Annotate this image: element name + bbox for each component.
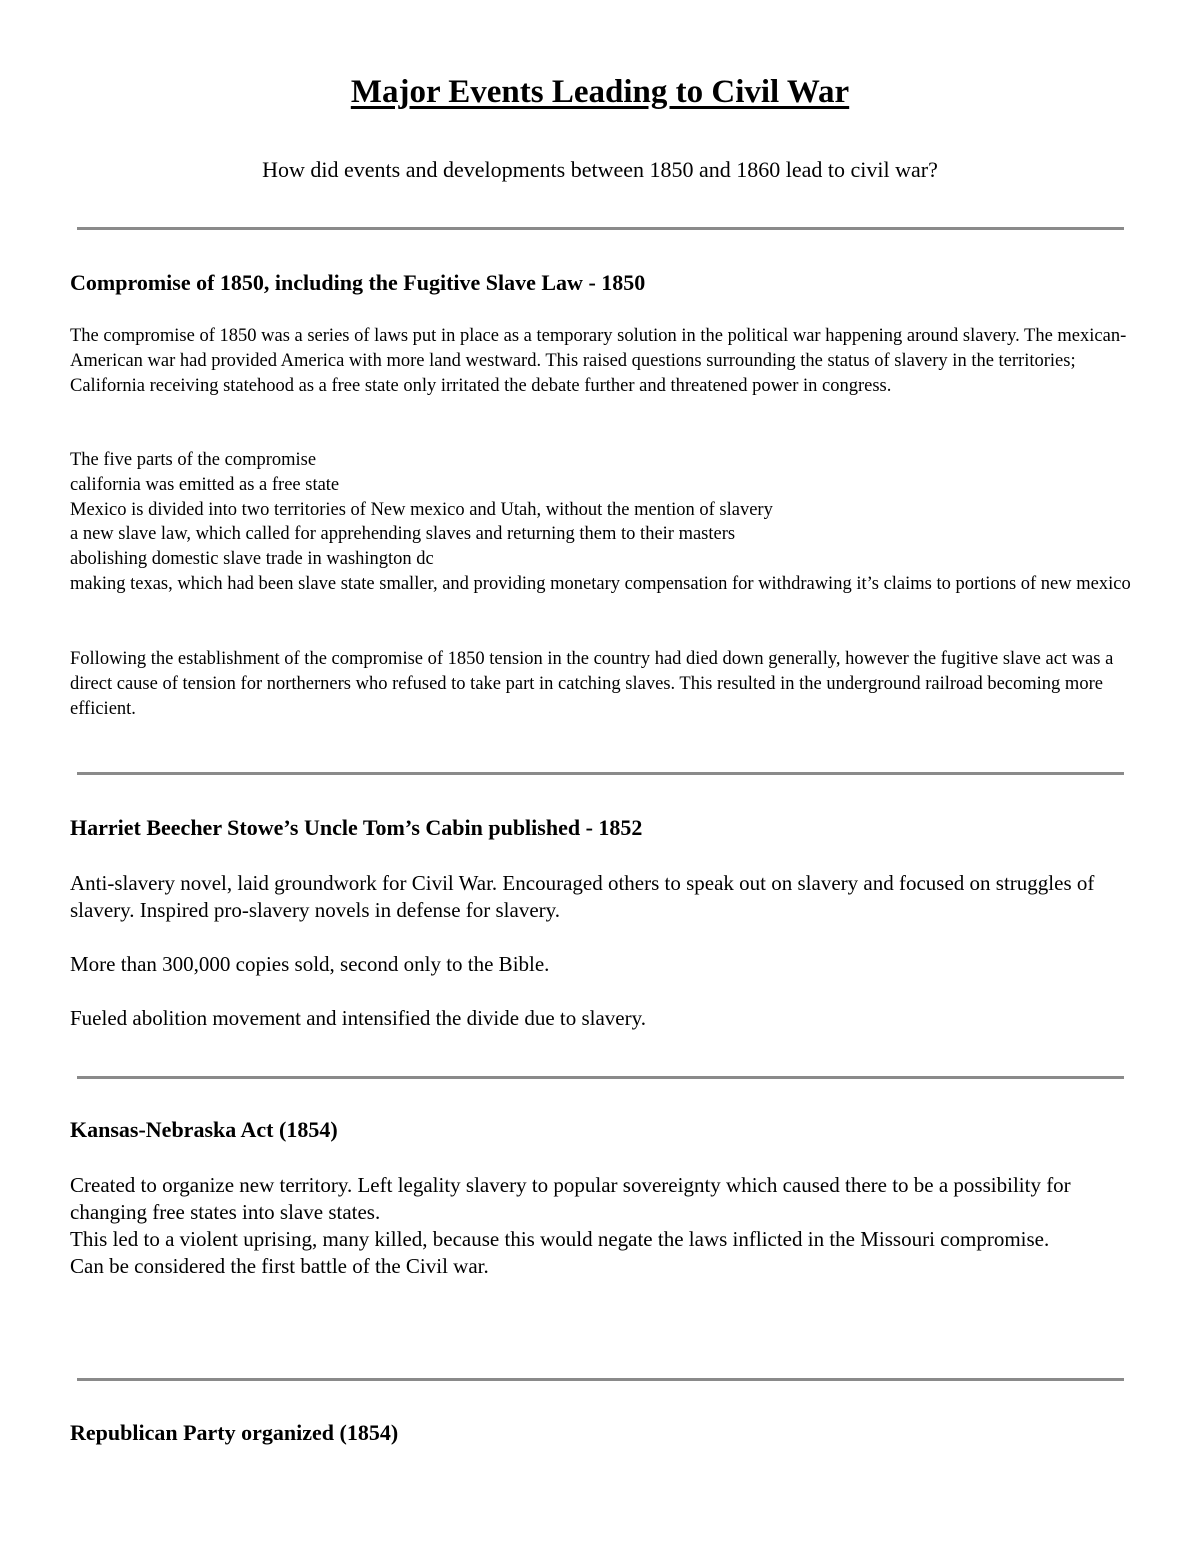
list-item: california was emitted as a free state	[70, 474, 340, 495]
section-divider	[77, 227, 1124, 230]
list-item: making texas, which had been slave state smaller, and providing monetary compensation for withdrawing it’s claims to portions of new mexico	[70, 573, 1131, 594]
section-heading-republican-party: Republican Party organized (1854)	[70, 1420, 399, 1445]
compromise-conclusion-paragraph: Following the establishment of the compromise of 1850 tension in the country had died down generally, however the fugitive slave act was a direct cause of tension for northerners who refused to take part in catching slaves. This resulted in the underground railroad becoming more efficient.	[70, 649, 1114, 719]
compromise-parts-list	[70, 448, 1140, 597]
kansas-nebraska-line: Can be considered the first battle of the Civil war.	[70, 1254, 489, 1278]
list-item: Mexico is divided into two territories of New mexico and Utah, without the mention of slavery	[70, 499, 773, 520]
uncle-toms-cabin-paragraph: More than 300,000 copies sold, second only to the Bible.	[70, 952, 550, 976]
kansas-nebraska-line: This led to a violent uprising, many killed, because this would negate the laws inflicted in the Missouri compromise.	[70, 1227, 1050, 1251]
section-heading-uncle-toms-cabin: Harriet Beecher Stowe’s Uncle Tom’s Cabin published - 1852	[70, 815, 643, 840]
list-item: abolishing domestic slave trade in washington dc	[70, 549, 434, 570]
kansas-nebraska-paragraph	[70, 1172, 1140, 1280]
compromise-intro-paragraph: The compromise of 1850 was a series of laws put in place as a temporary solution in the political war happening around slavery. The mexican-American war had provided America with more land westward. This raised questions surrounding the status of slavery in the territories; California receiving statehood as a free state only irritated the debate further and threatened power in congress.	[70, 326, 1127, 396]
uncle-toms-cabin-paragraph: Anti-slavery novel, laid groundwork for Civil War. Encouraged others to speak out on slavery and focused on struggles of slavery. Inspired pro-slavery novels in defense for slavery.	[70, 871, 1095, 922]
section-heading-kansas-nebraska-act: Kansas-Nebraska Act (1854)	[70, 1117, 338, 1142]
compromise-parts-title: The five parts of the compromise	[70, 450, 317, 470]
list-item: a new slave law, which called for apprehending slaves and returning them to their masters	[70, 524, 736, 545]
uncle-toms-cabin-paragraph: Fueled abolition movement and intensified the divide due to slavery.	[70, 1006, 647, 1030]
section-divider	[77, 1378, 1124, 1381]
section-divider	[77, 1076, 1124, 1079]
guiding-question: How did events and developments between 1850 and 1860 lead to civil war?	[262, 157, 938, 182]
section-divider	[77, 772, 1124, 775]
section-heading-compromise-1850: Compromise of 1850, including the Fugitive Slave Law - 1850	[70, 270, 646, 295]
kansas-nebraska-line: Created to organize new territory. Left legality slavery to popular sovereignty which caused there to be a possibility for changing free states into slave states.	[70, 1173, 1071, 1224]
page-title: Major Events Leading to Civil War	[350, 74, 850, 110]
